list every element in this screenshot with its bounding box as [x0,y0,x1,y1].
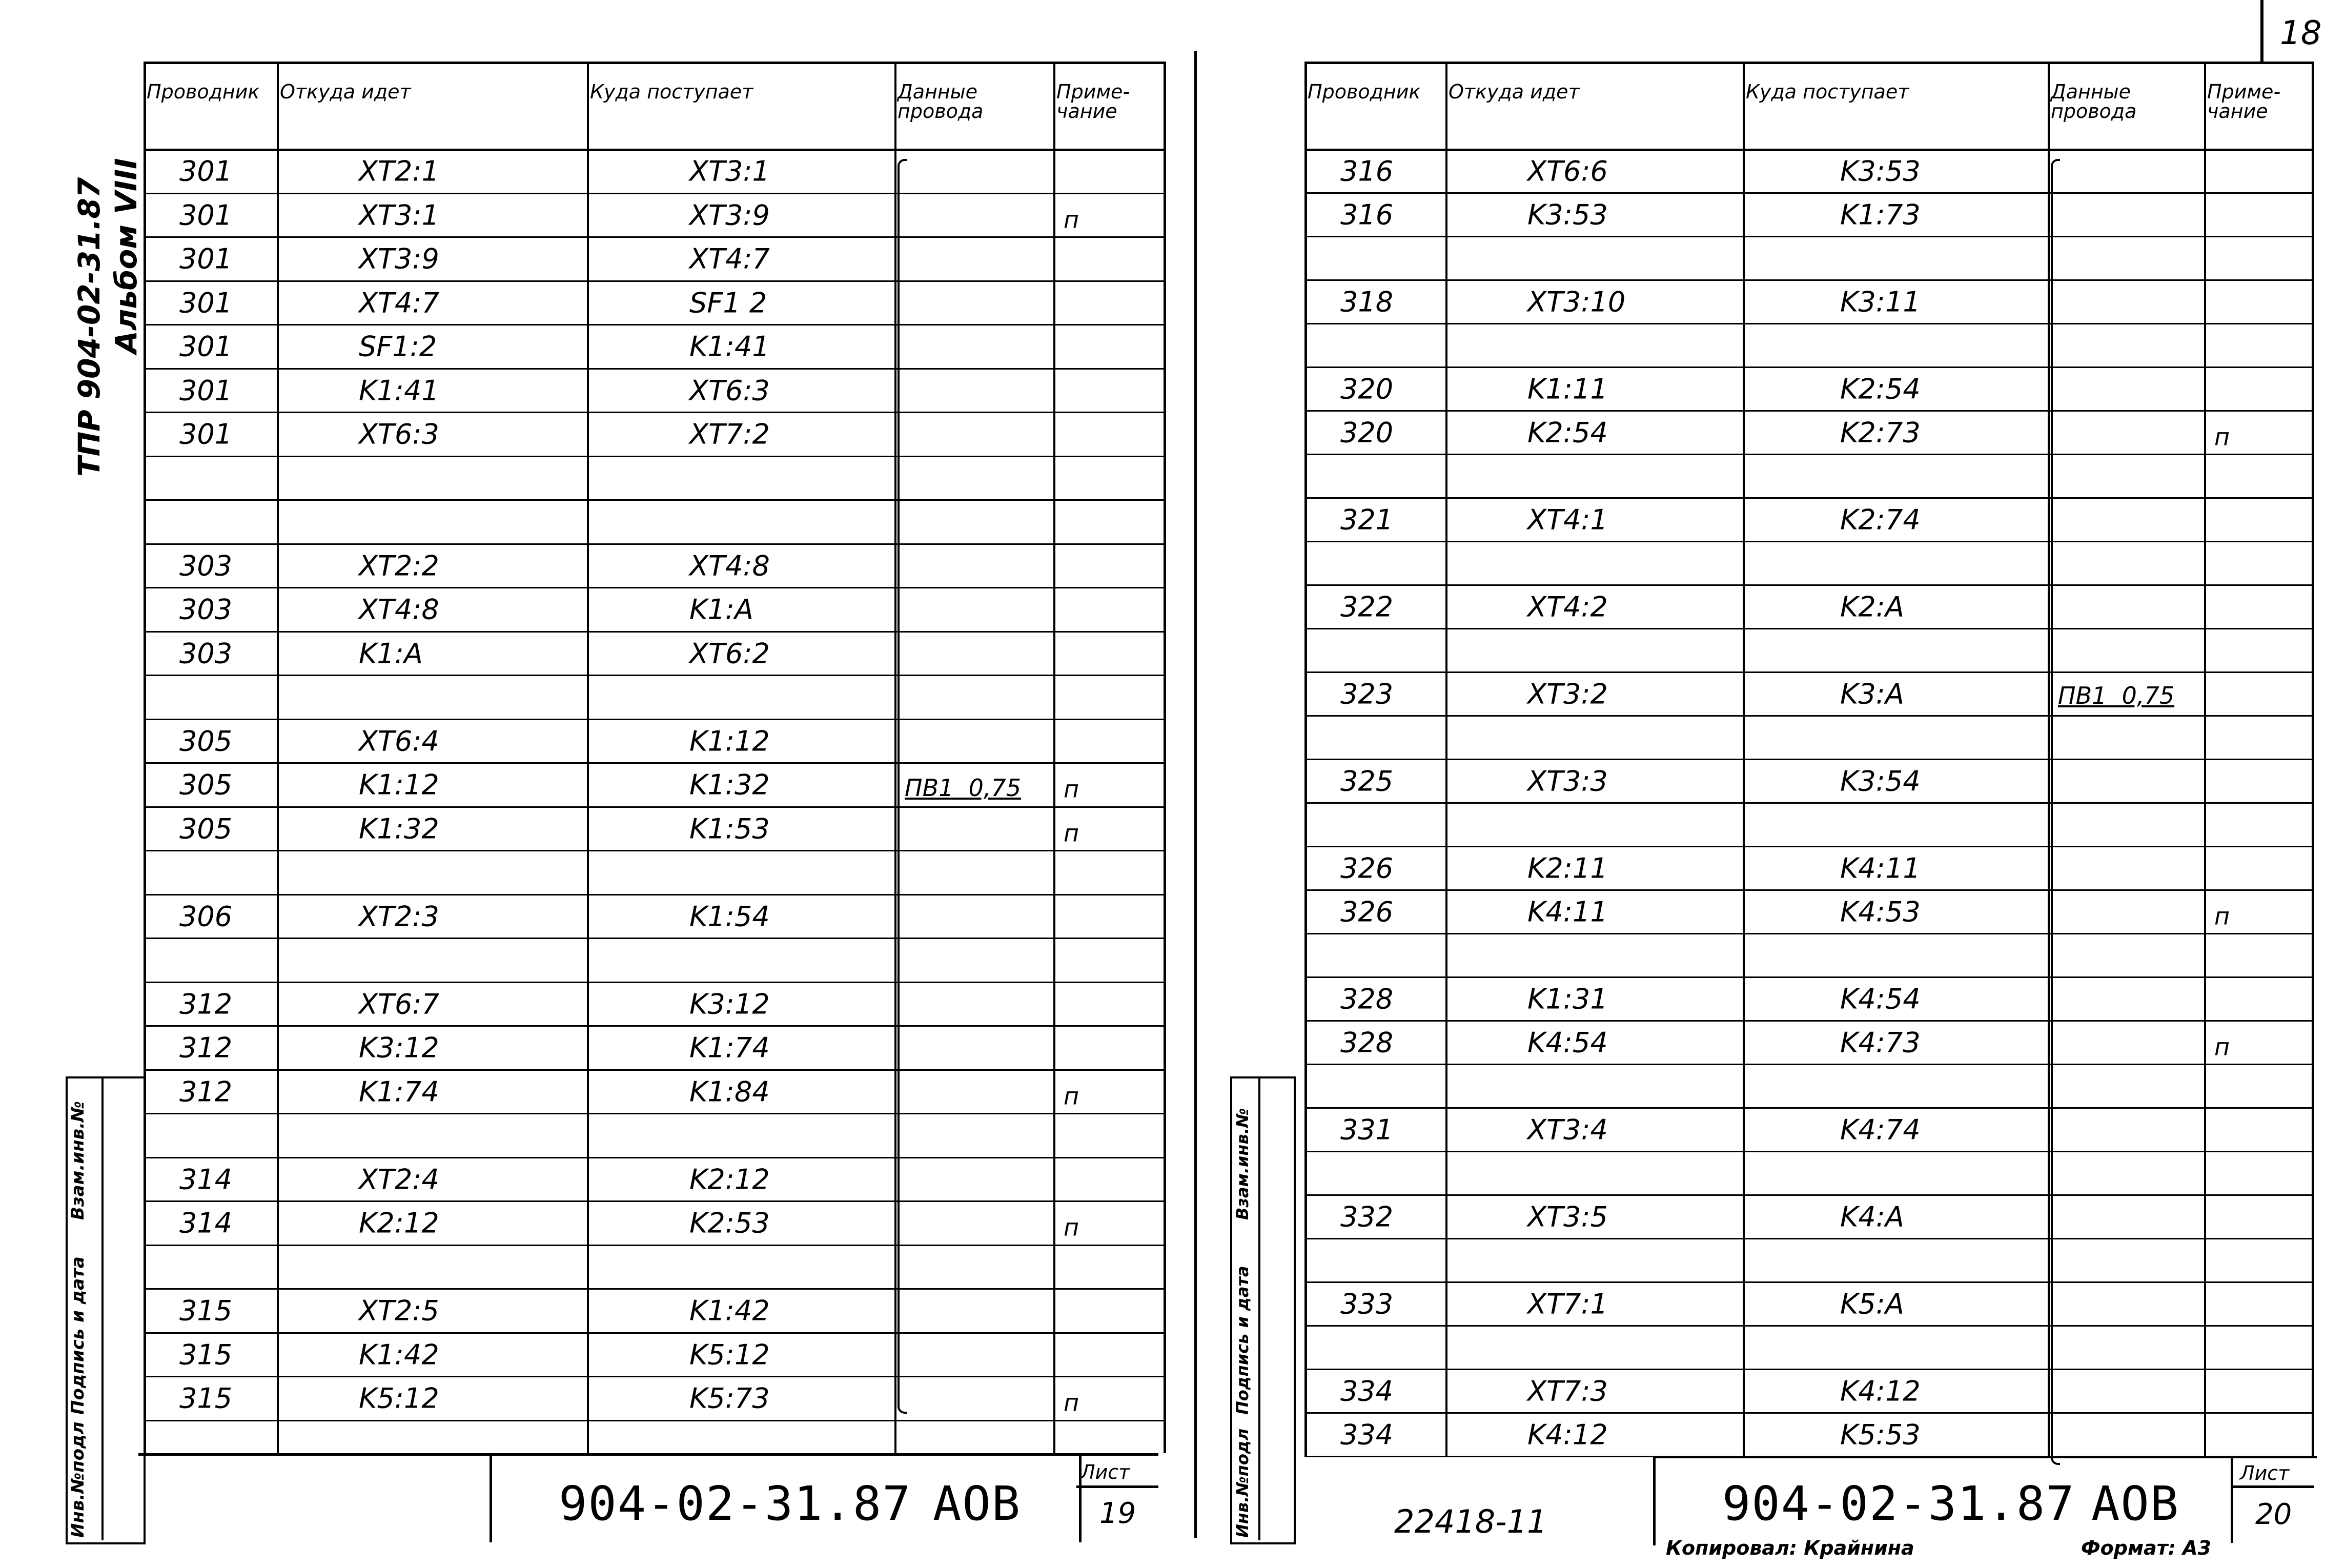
to-cell: K4:73 [1840,1026,1921,1059]
right_table-row-line [1304,628,2048,629]
to-cell: K3:54 [1840,765,1921,798]
from-cell: XT7:3 [1527,1375,1608,1408]
right_table-row-line-note [2048,192,2314,194]
conductor-cell: 301 [179,286,233,319]
note-cell: п [1064,819,1079,847]
conductor-cell: 326 [1340,895,1394,928]
right_table-row-line-note [2048,1064,2314,1065]
right_table-row-line-note [2048,759,2314,760]
right_table-row-line [1304,1064,2048,1065]
conductor-cell: 315 [179,1294,233,1327]
to-cell: K3:11 [1840,286,1921,318]
to-cell: K1:73 [1840,198,1921,231]
to-cell: XT3:9 [689,198,770,231]
from-cell: K1:12 [359,768,439,801]
from-cell: K1:32 [359,812,439,845]
conductor-cell: 312 [179,1075,233,1108]
from-cell: XT6:3 [359,418,439,451]
from-cell: XT3:5 [1527,1200,1608,1233]
right-margin-label-2: Взам.инв.№ [1233,1108,1252,1220]
from-cell: XT3:4 [1527,1113,1608,1146]
from-cell: K4:11 [1527,895,1608,928]
conductor-cell: 318 [1340,286,1394,318]
right-sheet-box [2231,1456,2233,1543]
right_table-header-conductor: Проводник [1308,80,1421,103]
right_table-row-line [1304,889,2048,891]
note-cell: п [2214,423,2230,451]
from-cell: XT6:6 [1527,155,1608,188]
from-cell: XT2:1 [359,155,439,188]
from-cell: XT4:1 [1527,503,1608,536]
note-cell: п [1064,1389,1079,1417]
right_table-row-line [1304,1325,2048,1327]
conductor-cell: 323 [1340,678,1394,710]
right_table-row-line-note [2048,976,2314,978]
right_table-header-wire_data: Данные провода [2051,80,2137,123]
right_table-wire-spec: ПВ1 0,75 [2058,682,2175,709]
right_table-row-line [1304,1151,2048,1152]
to-cell: K2:73 [1840,416,1921,449]
right_table-row-line [1304,366,2048,368]
note-cell: п [2214,902,2230,930]
side-label-line2: Альбом VIII [109,158,144,354]
left-sheet-label: Лист [1080,1461,1130,1483]
side-label-line1: ТПР 904-02-31.87 [72,177,107,477]
conductor-cell: 325 [1340,765,1394,798]
conductor-cell: 334 [1340,1375,1394,1408]
conductor-cell: 303 [179,637,233,669]
right_table-row-line-note [2048,1369,2314,1370]
to-cell: K2:53 [689,1207,770,1239]
to-cell: K1:42 [689,1294,770,1327]
from-cell: K4:12 [1527,1418,1608,1451]
to-cell: XT7:2 [689,418,770,451]
right_table-wire-bracket [2051,159,2060,1465]
right_table-row-line-note [2048,236,2314,237]
conductor-cell: 303 [179,593,233,626]
right_table-row-line [1304,1020,2048,1022]
left_table-header-note: Приме-чание [1056,80,1130,123]
to-cell: K5:12 [689,1338,770,1371]
right_table-row-line-note [2048,541,2314,542]
conductor-cell: 334 [1340,1418,1394,1451]
conductor-cell: 328 [1340,983,1394,1015]
right-stamp-suffix: АОВ [2091,1476,2180,1531]
to-cell: K1:32 [689,768,770,801]
from-cell: K2:54 [1527,416,1608,449]
note-cell: п [1064,775,1079,803]
conductor-cell: 314 [179,1163,233,1195]
right_table-row-line [1304,323,2048,324]
to-cell: XT6:2 [689,637,770,669]
conductor-cell: 312 [179,987,233,1020]
right_table-row-line [1304,1281,2048,1283]
conductor-cell: 321 [1340,503,1394,536]
conductor-cell: 305 [179,724,233,757]
right_table-row-line [1304,1238,2048,1239]
right_table-header-from: Откуда идет [1449,80,1580,103]
conductor-cell: 301 [179,330,233,363]
from-cell: K5:12 [359,1382,439,1415]
conductor-cell: 305 [179,768,233,801]
from-cell: XT6:4 [359,724,439,757]
right_table-header-line [1304,149,2314,151]
to-cell: K1:A [689,593,753,626]
from-cell: XT2:3 [359,900,439,932]
to-cell: XT4:7 [689,242,770,275]
conductor-cell: 316 [1340,155,1394,188]
to-cell: K1:74 [689,1031,770,1064]
page-number: 18 [2280,14,2322,52]
right_table-header-note: Приме-чание [2207,80,2281,123]
left-margin-label-2: Взам.инв.№ [68,1101,88,1220]
right-sheet-box-line [2231,1485,2314,1488]
right_table-row-line [1304,715,2048,717]
right_table-row-line [1304,1194,2048,1196]
from-cell: XT3:3 [1527,765,1608,798]
fold-line [1194,51,1197,1538]
from-cell: K1:41 [359,374,439,406]
conductor-cell: 301 [179,374,233,406]
right_table-row-line [1304,497,2048,499]
from-cell: XT6:7 [359,987,439,1020]
right_table-row-line-note [2048,366,2314,368]
note-cell: п [1064,1213,1079,1241]
right_table-row-line [1304,236,2048,237]
from-cell: XT3:9 [359,242,439,275]
right-margin-label-0: Инв.№подл [1233,1428,1252,1538]
right_table-row-line [1304,279,2048,281]
right_table-row-line-note [2048,671,2314,673]
right_table-row-line-note [2048,584,2314,586]
conductor-cell: 333 [1340,1288,1394,1320]
conductor-cell: 331 [1340,1113,1394,1146]
conductor-cell: 301 [179,155,233,188]
note-cell: п [2214,1033,2230,1061]
left_table-header-to: Куда поступает [590,80,753,103]
left-margin-label-0: Инв.№подл [68,1421,88,1538]
from-cell: XT4:8 [359,593,439,626]
right-stamp-code: 904-02-31.87 [1722,1476,2075,1531]
right_table-row-line [1304,541,2048,542]
left_table-wire-spec: ПВ1 0,75 [905,774,1022,802]
to-cell: K1:54 [689,900,770,932]
conductor-cell: 312 [179,1031,233,1064]
right_table-row-line-note [2048,1412,2314,1414]
right_table-row-line [1304,802,2048,804]
right_table-row-line [1304,759,2048,760]
left-sheet-no: 19 [1099,1497,1136,1530]
from-cell: K1:74 [359,1075,439,1108]
right_table-row-line [1304,1369,2048,1370]
note-cell: п [1064,205,1079,233]
left-margin-divider [101,1076,104,1540]
right_table-row-line-note [2048,846,2314,847]
to-cell: K3:53 [1840,155,1921,188]
conductor-cell: 316 [1340,198,1394,231]
to-cell: K3:12 [689,987,770,1020]
right_table-row-line-note [2048,1325,2314,1327]
right_table-row-line [1304,1412,2048,1414]
conductor-cell: 301 [179,242,233,275]
to-cell: XT4:8 [689,549,770,582]
right_table-row-line [1304,976,2048,978]
to-cell: K4:A [1840,1200,1904,1233]
right_table-row-line-note [2048,323,2314,324]
conductor-cell: 314 [179,1207,233,1239]
right_table-row-line-note [2048,889,2314,891]
conductor-cell: 320 [1340,416,1394,449]
to-cell: XT3:1 [689,155,770,188]
from-cell: SF1:2 [359,330,437,363]
right_table-row-line-note [2048,715,2314,717]
to-cell: K4:54 [1840,983,1921,1015]
right_table-row-line [1304,846,2048,847]
from-cell: K2:12 [359,1207,439,1239]
left_table-header-conductor: Проводник [147,80,260,103]
right-margin-label-1: Подпись и дата [1233,1266,1252,1415]
right_table-row-line-note [2048,1238,2314,1239]
to-cell: K4:53 [1840,895,1921,928]
conductor-cell: 315 [179,1382,233,1415]
to-cell: K5:73 [689,1382,770,1415]
right-sheet-label: Лист [2240,1462,2290,1484]
from-cell: XT3:2 [1527,678,1608,710]
to-cell: K4:74 [1840,1113,1921,1146]
from-cell: XT4:2 [1527,590,1608,623]
right_table-row-line [1304,192,2048,194]
to-cell: K2:54 [1840,373,1921,405]
right-margin-divider [1258,1076,1260,1540]
conductor-cell: 322 [1340,590,1394,623]
right_table-row-line [1304,933,2048,934]
from-cell: XT3:10 [1527,286,1626,318]
left-stamp-code: 904-02-31.87 [559,1476,912,1531]
from-cell: XT2:2 [359,549,439,582]
right-sheet-no: 20 [2255,1498,2292,1531]
right_table-row-line-note [2048,1281,2314,1283]
to-cell: K5:A [1840,1288,1904,1320]
to-cell: K4:11 [1840,852,1921,885]
right_table-row-line-note [2048,279,2314,281]
to-cell: K1:84 [689,1075,770,1108]
right_table-row-line-note [2048,410,2314,412]
to-cell: K1:12 [689,724,770,757]
right_table-row-line-note [2048,802,2314,804]
to-cell: XT6:3 [689,374,770,406]
conductor-cell: 326 [1340,852,1394,885]
from-cell: K3:53 [1527,198,1608,231]
to-cell: K2:A [1840,590,1904,623]
from-cell: XT2:4 [359,1163,439,1195]
to-cell: K2:12 [689,1163,770,1195]
conductor-cell: 305 [179,812,233,845]
right_table-row-line-note [2048,1107,2314,1109]
to-cell: K3:A [1840,678,1904,710]
right_table-row-line-note [2048,628,2314,629]
format-label: Формат: А3 [2081,1537,2211,1559]
from-cell: K2:11 [1527,852,1608,885]
from-cell: K1:42 [359,1338,439,1371]
right_table-row-line [1304,1107,2048,1109]
right_table-row-line-note [2048,933,2314,934]
left-stamp-suffix: АОВ [933,1476,1022,1531]
copied-by: Копировал: Крайнина [1666,1537,1914,1559]
from-cell: K4:54 [1527,1026,1608,1059]
right_table-row-line-note [2048,1020,2314,1022]
from-cell: K1:11 [1527,373,1608,405]
to-cell: K1:41 [689,330,770,363]
left_table-header-wire_data: Данные провода [898,80,984,123]
conductor-cell: 306 [179,900,233,932]
to-cell: K1:53 [689,812,770,845]
to-cell: K4:12 [1840,1375,1921,1408]
right_table-row-line [1304,584,2048,586]
right_table-row-line [1304,671,2048,673]
to-cell: K2:74 [1840,503,1921,536]
from-cell: XT3:1 [359,198,439,231]
conductor-cell: 301 [179,418,233,451]
to-cell: K5:53 [1840,1418,1921,1451]
left-margin-label-1: Подпись и дата [68,1256,88,1415]
right_table-row-line-note [2048,497,2314,499]
conductor-cell: 320 [1340,373,1394,405]
right_table-header-to: Куда поступает [1746,80,1909,103]
to-cell: SF1 2 [689,286,767,319]
conductor-cell: 301 [179,198,233,231]
from-cell: K1:31 [1527,983,1608,1015]
right_table-row-line-note [2048,454,2314,455]
right_table-row-line-note [2048,1194,2314,1196]
right_table-row-line-note [2048,1151,2314,1152]
note-cell: п [1064,1082,1079,1110]
left_table-header-from: Откуда идет [280,80,411,103]
left-sheet-box-line [1076,1485,1158,1488]
conductor-cell: 315 [179,1338,233,1371]
inventory-number: 22418-11 [1394,1503,1547,1540]
from-cell: XT4:7 [359,286,439,319]
right_table-row-line [1304,410,2048,412]
from-cell: XT2:5 [359,1294,439,1327]
conductor-cell: 328 [1340,1026,1394,1059]
from-cell: K3:12 [359,1031,439,1064]
right_table-row-line [1304,454,2048,455]
conductor-cell: 303 [179,549,233,582]
from-cell: K1:A [359,637,423,669]
from-cell: XT7:1 [1527,1288,1608,1320]
conductor-cell: 332 [1340,1200,1394,1233]
